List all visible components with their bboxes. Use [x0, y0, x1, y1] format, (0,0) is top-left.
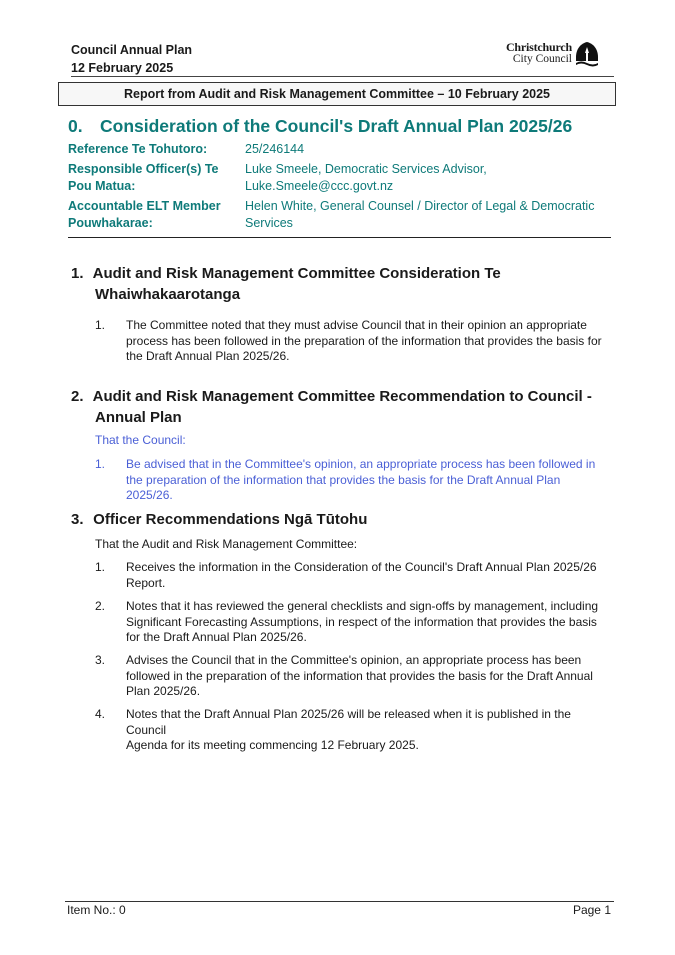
- meta-label: Reference Te Tohutoro:: [68, 142, 208, 156]
- section-1-heading: [71, 263, 611, 305]
- paragraph-text: Notes that it has reviewed the general checklists and sign-offs by management, including Significant Forecasting Assumptions, in respect of the information that provides the basis for the Draft Annual Plan 2025/26.: [126, 599, 599, 644]
- item-metadata-table: [68, 141, 611, 238]
- cathedral-icon: [574, 41, 600, 69]
- meta-value: Luke Smeele, Democratic Services Advisor, Luke.Smeele@ccc.govt.nz: [245, 161, 611, 195]
- paragraph-text: The Committee noted that they must advise Council that in their opinion an appropriate process has been followed in the preparation of the information that provides the basis for the Draft Annual Plan 2025/26.: [126, 318, 602, 363]
- logo-line2: City Council: [512, 53, 572, 65]
- section-2-paragraph-1: [95, 457, 605, 504]
- paragraph-number: 1.: [95, 318, 106, 332]
- section-title-cont: Whaiwhakaarotanga: [95, 286, 241, 303]
- section-number: 3.: [71, 511, 84, 528]
- header-date: 12 February 2025: [71, 61, 174, 75]
- section-3-heading: [71, 509, 611, 530]
- header-title: Council Annual Plan: [71, 43, 193, 57]
- paragraph-number: 1.: [95, 457, 106, 471]
- section-title: Officer Recommendations Ngā Tūtohu: [93, 511, 368, 528]
- section-3-paragraph-3: [95, 653, 605, 700]
- section-title: Audit and Risk Management Committee Consideration Te: [92, 265, 501, 282]
- section-title: Audit and Risk Management Committee Recommendation to Council -: [92, 388, 592, 405]
- section-1-paragraph-1: [95, 318, 605, 365]
- section-2-intro: That the Council:: [95, 433, 186, 447]
- item-number: 0.: [68, 116, 83, 136]
- section-3-paragraph-2: [95, 599, 605, 646]
- meta-label: Accountable ELT Member Pouwhakarae:: [68, 199, 221, 230]
- footer-item-number: Item No.: 0: [67, 903, 126, 917]
- meta-row-responsible-officer: [68, 161, 611, 195]
- item-title: [68, 116, 572, 137]
- officer-email-link[interactable]: Luke.Smeele@ccc.govt.nz: [245, 179, 394, 193]
- item-title-text: Consideration of the Council's Draft Annual Plan 2025/26: [100, 116, 573, 136]
- paragraph-number: 4.: [95, 707, 106, 721]
- paragraph-text: Advises the Council that in the Committee's opinion, an appropriate process has been followed in the preparation of the information that provides the basis for the Draft Annual Plan 2025/26.: [126, 653, 593, 698]
- section-title-cont: Annual Plan: [95, 409, 182, 426]
- section-number: 1.: [71, 265, 84, 282]
- paragraph-text: Be advised that in the Committee's opinion, an appropriate process has been followed in the preparation of the information that provides the basis for the Draft Annual Plan 2025/26.: [126, 457, 596, 502]
- logo-line1: Christchurch: [505, 40, 572, 54]
- meta-value: Helen White, General Counsel / Director of Legal & Democratic Services: [245, 199, 595, 230]
- meta-row-accountable-member: [68, 198, 611, 232]
- section-number: 2.: [71, 388, 84, 405]
- section-3-paragraph-1: [95, 560, 605, 591]
- meta-value: 25/246144: [245, 142, 305, 156]
- paragraph-number: 3.: [95, 653, 106, 667]
- paragraph-text: Notes that the Draft Annual Plan 2025/26 will be released when it is published in the Council Agenda for its meeting commencing 12 February 2025.: [126, 707, 571, 752]
- section-3-paragraph-4: [95, 707, 605, 754]
- section-2-heading: [71, 386, 611, 428]
- paragraph-number: 1.: [95, 560, 106, 574]
- header-divider: [71, 76, 614, 77]
- paragraph-number: 2.: [95, 599, 106, 613]
- footer-divider: [65, 901, 614, 902]
- meta-label: Responsible Officer(s) Te Pou Matua:: [68, 162, 219, 193]
- report-banner: Report from Audit and Risk Management Committee – 10 February 2025: [58, 82, 616, 106]
- footer-page-number: Page 1: [572, 903, 611, 917]
- council-logo: [498, 41, 602, 69]
- meta-row-reference: [68, 141, 611, 158]
- paragraph-text: Receives the information in the Consideration of the Council's Draft Annual Plan 2025/26 Report.: [126, 560, 597, 590]
- document-header: [71, 41, 192, 77]
- section-3-intro: That the Audit and Risk Management Committee:: [95, 537, 358, 551]
